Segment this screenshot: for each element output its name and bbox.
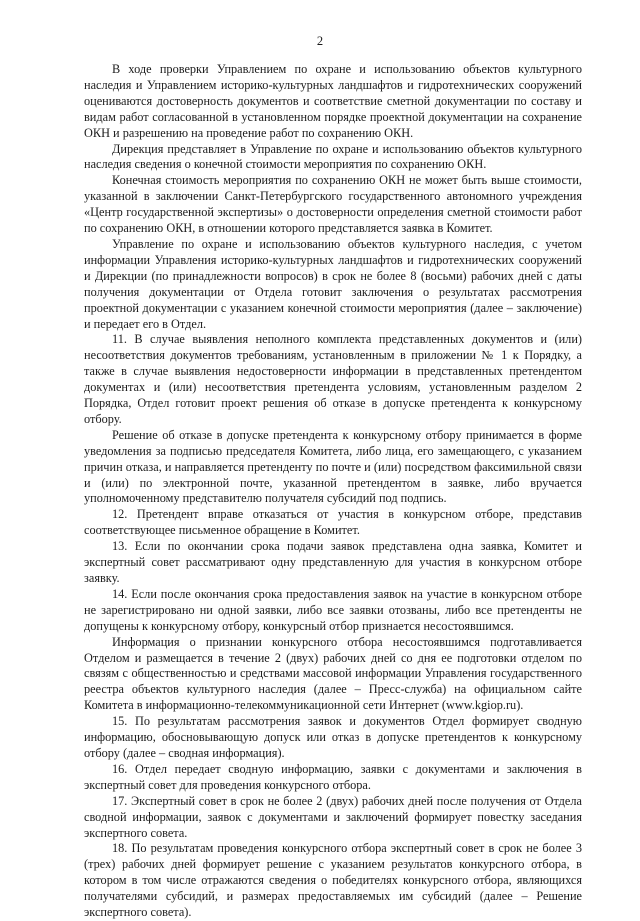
paragraph: Конечная стоимость мероприятия по сохранению ОКН не может быть выше стоимости, указанной в заключении Санкт-Петербургского государственного автономного учреждения «Центр государственной экспертизы» о достоверности определения сметной стоимости работ по сохранению ОКН, в отношении которого представляется заявка в Комитет. [84,173,582,236]
paragraph: Дирекция представляет в Управление по охране и использованию объектов культурного наследия сведения о конечной стоимости мероприятия по сохранению ОКН. [84,141,582,172]
paragraph-item-12: 12. Претендент вправе отказаться от участия в конкурсном отборе, представив соответствующее письменное обращение в Комитет. [84,507,582,538]
paragraph: В ходе проверки Управлением по охране и использованию объектов культурного наследия и Управлением историко-культурных ландшафтов и гидротехнических сооружений оцениваются достоверность документов и соответствие сметной документации по составу и видам работ согласованной в установленном порядке проектной документации на сохранение ОКН и разрешению на проведение работ по сохранению ОКН. [84,62,582,140]
paragraph-item-13: 13. Если по окончании срока подачи заявок представлена одна заявка, Комитет и экспертный совет рассматривают одну представленную для участия в конкурсном отборе заявку. [84,539,582,585]
paragraph-item-14: 14. Если после окончания срока предоставления заявок на участие в конкурсном отборе не зарегистрировано ни одной заявки, либо все заявки отозваны, либо все претенденты не допущены к конкурсному отбору, конкурсный отбор признается несостоявшимся. [84,586,582,633]
paragraph-item-11: 11. В случае выявления неполного комплекта представленных документов и (или) несоответствия документов требованиям, установленным в приложении № 1 к Порядку, а также в случае выявления недостоверности информации в представленных претендентом документах и (или) несоответствия претендента условиям, установленным разделом 2 Порядка, Отдел готовит проект решения об отказе в допуске претендента к конкурсному отбору. [84,332,582,426]
paragraph-item-18: 18. По результатам проведения конкурсного отбора экспертный совет в срок не более 3 (трех) рабочих дней формирует решение с указанием результатов конкурсного отбора, в котором в том числе отражаются сведения о победителях конкурсного отбора, являющихся получателями субсидий, и размерах предоставляемых им субсидий (далее – Решение экспертного совета). [84,841,582,920]
paragraph: Управление по охране и использованию объектов культурного наследия, с учетом информации Управления историко-культурных ландшафтов и гидротехнических сооружений и Дирекции (по принадлежности вопросов) в срок не более 8 (восьми) рабочих дней с даты получения документации от Отдела готовит заключения о результатах рассмотрения проектной документации с указанием конечной стоимости мероприятия (далее – заключение) и передает его в Отдел. [84,236,582,331]
page-number: 2 [316,34,324,48]
paragraph-item-15: 15. По результатам рассмотрения заявок и документов Отдел формирует сводную информацию, обосновывающую допуск или отказ в допуске претендентов к конкурсному отбору (далее – сводная информация). [84,714,582,760]
document-body [84,62,582,921]
paragraph-item-17: 17. Экспертный совет в срок не более 2 (двух) рабочих дней после получения от Отдела сводной информации, заявок с документами и заключений формирует повестку заседания экспертного совета. [84,793,582,840]
paragraph-item-16: 16. Отдел передает сводную информацию, заявки с документами и заключения в экспертный совет для проведения конкурсного отбора. [84,761,582,792]
paragraph: Информация о признании конкурсного отбора несостоявшимся подготавливается Отделом и размещается в течение 2 (двух) рабочих дней со дня ее подготовки отделом по связям с общественностью и средствами массовой информации Управления государственного реестра объектов культурного наследия (далее – Пресс-служба) на официальном сайте Комитета в информационно-телекоммуникационной сети Интернет (www.kgiop.ru). [84,634,582,713]
paragraph: Решение об отказе в допуске претендента к конкурсному отбору принимается в форме уведомления за подписью председателя Комитета, либо лица, его замещающего, с указанием причин отказа, и направляется претенденту по почте и (или) посредством факсимильной связи и (или) по электронной почте, указанной претендентом в заявке, либо вручается уполномоченному представителю получателя субсидий под подпись. [84,427,582,506]
